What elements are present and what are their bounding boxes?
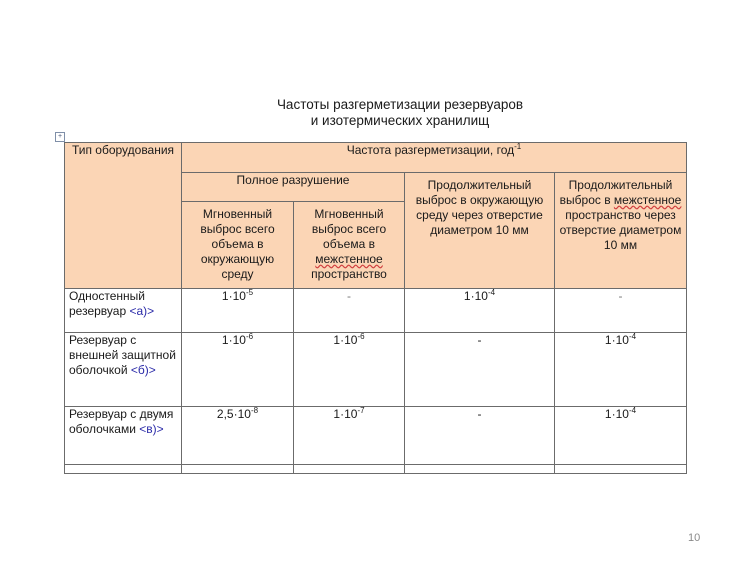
cell-value: $1\cdot 10^{-5}$: [182, 289, 294, 333]
frequency-table: [64, 142, 687, 474]
row-equipment-name: Одностенный резервуар <а)>: [65, 289, 182, 333]
cell-value: $1\cdot 10^{-6}$: [182, 333, 294, 407]
empty-cell: [182, 465, 294, 474]
cell-value: -: [555, 289, 687, 333]
title-line-2: и изотермических хранилищ: [310, 113, 490, 128]
cell-value: $1\cdot 10^{-7}$: [294, 407, 405, 465]
cell-value: $1\cdot 10^{-4}$: [555, 407, 687, 465]
empty-cell: [65, 465, 182, 474]
table-row: [65, 407, 687, 465]
header-equipment-type: Тип оборудования: [65, 143, 182, 289]
header-full-destruction: Полное разрушение: [182, 173, 405, 202]
empty-cell: [294, 465, 405, 474]
header-instant-release-env: Мгновенный выброс всего объема в окружающую среду: [182, 202, 294, 289]
header-long-release-interwall: Продолжительный выброс в межстенное пространство через отверстие диаметром 10 мм: [555, 173, 687, 289]
cell-value: $2,5\cdot 10^{-8}$: [182, 407, 294, 465]
header-frequency: Частота разгерметизации, год$^{-1}$: [182, 143, 687, 173]
page-number: 10: [688, 532, 701, 544]
header-instant-release-interwall: Мгновенный выброс всего объема в межстенное пространство: [294, 202, 405, 289]
header-long-release-env: Продолжительный выброс в окружающую среду через отверстие диаметром 10 мм: [405, 173, 555, 289]
cell-value: $1\cdot 10^{-4}$: [405, 289, 555, 333]
table-row: [65, 289, 687, 333]
empty-cell: [405, 465, 555, 474]
table-row-partial: [65, 465, 687, 474]
empty-cell: [555, 465, 687, 474]
cell-value: -: [405, 407, 555, 465]
table-row: [65, 333, 687, 407]
cell-value: -: [405, 333, 555, 407]
row-equipment-name: Резервуар с внешней защитной оболочкой <б)>: [65, 333, 182, 407]
cell-value: $1\cdot 10^{-6}$: [294, 333, 405, 407]
table-move-handle-icon[interactable]: +: [55, 132, 65, 142]
header-row-1: [65, 143, 687, 173]
cell-value: -: [294, 289, 405, 333]
title-line-1: Частоты разгерметизации резервуаров: [276, 97, 524, 112]
slide-title: [180, 97, 620, 129]
cell-value: $1\cdot 10^{-4}$: [555, 333, 687, 407]
row-equipment-name: Резервуар с двумя оболочками <в)>: [65, 407, 182, 465]
